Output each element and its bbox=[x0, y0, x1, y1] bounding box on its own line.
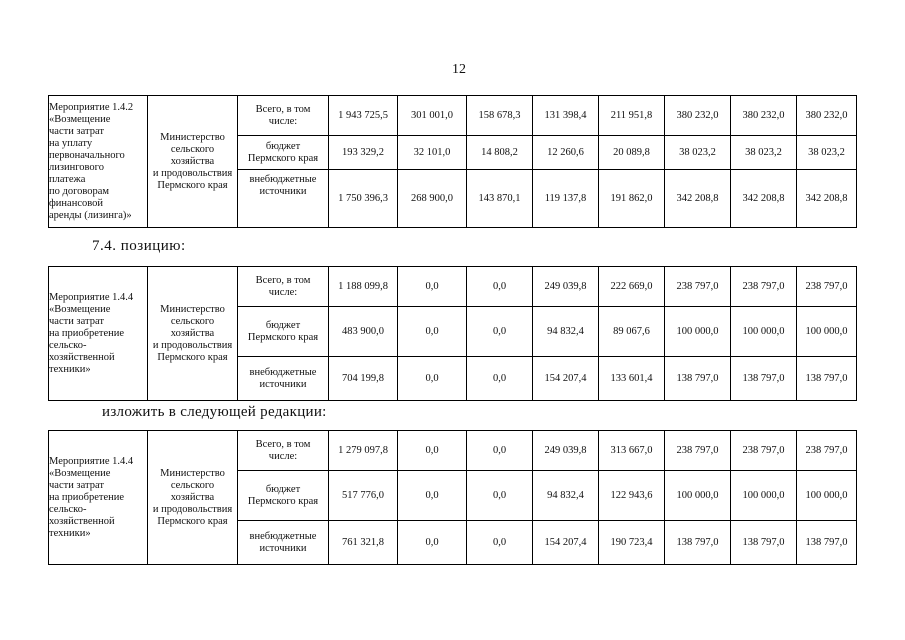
value-cell: 342 208,8 bbox=[731, 170, 797, 228]
value-cell: 133 601,4 bbox=[599, 357, 665, 401]
budget-table-1 bbox=[48, 95, 857, 228]
value-cell: 94 832,4 bbox=[533, 471, 599, 521]
value-cell: 1 279 097,8 bbox=[329, 431, 398, 471]
funding-source: внебюджетные источники bbox=[238, 521, 329, 565]
value-cell: 380 232,0 bbox=[731, 96, 797, 136]
value-cell: 761 321,8 bbox=[329, 521, 398, 565]
value-cell: 0,0 bbox=[467, 471, 533, 521]
responsible-agency: Министерство сельского хозяйства и продовольствия Пермского края bbox=[148, 267, 238, 401]
value-cell: 119 137,8 bbox=[533, 170, 599, 228]
value-cell: 268 900,0 bbox=[398, 170, 467, 228]
funding-source: Всего, в том числе: bbox=[238, 96, 329, 136]
value-cell: 89 067,6 bbox=[599, 307, 665, 357]
measure-name: Мероприятие 1.4.4 «Возмещение части затрат на приобретение сельско- хозяйственной техники» bbox=[49, 267, 148, 401]
table-row bbox=[49, 267, 857, 307]
value-cell: 0,0 bbox=[467, 307, 533, 357]
value-cell: 238 797,0 bbox=[665, 267, 731, 307]
value-cell: 0,0 bbox=[398, 357, 467, 401]
value-cell: 483 900,0 bbox=[329, 307, 398, 357]
value-cell: 138 797,0 bbox=[797, 357, 857, 401]
value-cell: 100 000,0 bbox=[665, 307, 731, 357]
value-cell: 122 943,6 bbox=[599, 471, 665, 521]
section-heading: изложить в следующей редакции: bbox=[102, 404, 327, 420]
value-cell: 1 943 725,5 bbox=[329, 96, 398, 136]
value-cell: 704 199,8 bbox=[329, 357, 398, 401]
value-cell: 0,0 bbox=[467, 267, 533, 307]
funding-source: Всего, в том числе: bbox=[238, 431, 329, 471]
value-cell: 14 808,2 bbox=[467, 136, 533, 170]
value-cell: 0,0 bbox=[398, 267, 467, 307]
value-cell: 138 797,0 bbox=[731, 357, 797, 401]
value-cell: 158 678,3 bbox=[467, 96, 533, 136]
value-cell: 100 000,0 bbox=[797, 307, 857, 357]
value-cell: 32 101,0 bbox=[398, 136, 467, 170]
value-cell: 100 000,0 bbox=[731, 471, 797, 521]
funding-source: внебюджетные источники bbox=[238, 357, 329, 401]
funding-source: внебюджетные источники bbox=[238, 170, 329, 228]
value-cell: 100 000,0 bbox=[797, 471, 857, 521]
value-cell: 94 832,4 bbox=[533, 307, 599, 357]
section-heading: 7.4. позицию: bbox=[92, 238, 186, 254]
value-cell: 0,0 bbox=[467, 357, 533, 401]
value-cell: 238 797,0 bbox=[797, 431, 857, 471]
value-cell: 191 862,0 bbox=[599, 170, 665, 228]
value-cell: 138 797,0 bbox=[731, 521, 797, 565]
value-cell: 138 797,0 bbox=[797, 521, 857, 565]
value-cell: 238 797,0 bbox=[665, 431, 731, 471]
value-cell: 301 001,0 bbox=[398, 96, 467, 136]
funding-source: бюджет Пермского края bbox=[238, 136, 329, 170]
measure-name: Мероприятие 1.4.2 «Возмещение части затрат на уплату первоначального лизингового платежа по договорам финансовой аренды (лизинга)» bbox=[49, 96, 148, 228]
responsible-agency: Министерство сельского хозяйства и продовольствия Пермского края bbox=[148, 96, 238, 228]
value-cell: 0,0 bbox=[398, 431, 467, 471]
value-cell: 1 188 099,8 bbox=[329, 267, 398, 307]
value-cell: 313 667,0 bbox=[599, 431, 665, 471]
value-cell: 154 207,4 bbox=[533, 357, 599, 401]
funding-source: бюджет Пермского края bbox=[238, 471, 329, 521]
budget-table-3 bbox=[48, 430, 857, 565]
value-cell: 100 000,0 bbox=[665, 471, 731, 521]
value-cell: 0,0 bbox=[467, 521, 533, 565]
value-cell: 38 023,2 bbox=[665, 136, 731, 170]
funding-source: Всего, в том числе: bbox=[238, 267, 329, 307]
responsible-agency: Министерство сельского хозяйства и продовольствия Пермского края bbox=[148, 431, 238, 565]
value-cell: 0,0 bbox=[398, 307, 467, 357]
table-row bbox=[49, 431, 857, 471]
value-cell: 100 000,0 bbox=[731, 307, 797, 357]
value-cell: 20 089,8 bbox=[599, 136, 665, 170]
value-cell: 193 329,2 bbox=[329, 136, 398, 170]
value-cell: 143 870,1 bbox=[467, 170, 533, 228]
funding-source: бюджет Пермского края bbox=[238, 307, 329, 357]
value-cell: 222 669,0 bbox=[599, 267, 665, 307]
table-row bbox=[49, 96, 857, 136]
value-cell: 0,0 bbox=[467, 431, 533, 471]
value-cell: 342 208,8 bbox=[797, 170, 857, 228]
value-cell: 131 398,4 bbox=[533, 96, 599, 136]
value-cell: 380 232,0 bbox=[665, 96, 731, 136]
value-cell: 211 951,8 bbox=[599, 96, 665, 136]
value-cell: 238 797,0 bbox=[731, 431, 797, 471]
value-cell: 249 039,8 bbox=[533, 267, 599, 307]
value-cell: 238 797,0 bbox=[731, 267, 797, 307]
page-number: 12 bbox=[452, 62, 466, 77]
value-cell: 342 208,8 bbox=[665, 170, 731, 228]
value-cell: 0,0 bbox=[398, 471, 467, 521]
value-cell: 249 039,8 bbox=[533, 431, 599, 471]
value-cell: 138 797,0 bbox=[665, 521, 731, 565]
value-cell: 154 207,4 bbox=[533, 521, 599, 565]
budget-table-2 bbox=[48, 266, 857, 401]
value-cell: 238 797,0 bbox=[797, 267, 857, 307]
value-cell: 0,0 bbox=[398, 521, 467, 565]
value-cell: 517 776,0 bbox=[329, 471, 398, 521]
value-cell: 1 750 396,3 bbox=[329, 170, 398, 228]
value-cell: 138 797,0 bbox=[665, 357, 731, 401]
value-cell: 190 723,4 bbox=[599, 521, 665, 565]
value-cell: 38 023,2 bbox=[797, 136, 857, 170]
measure-name: Мероприятие 1.4.4 «Возмещение части затрат на приобретение сельско- хозяйственной техники» bbox=[49, 431, 148, 565]
value-cell: 12 260,6 bbox=[533, 136, 599, 170]
value-cell: 380 232,0 bbox=[797, 96, 857, 136]
value-cell: 38 023,2 bbox=[731, 136, 797, 170]
